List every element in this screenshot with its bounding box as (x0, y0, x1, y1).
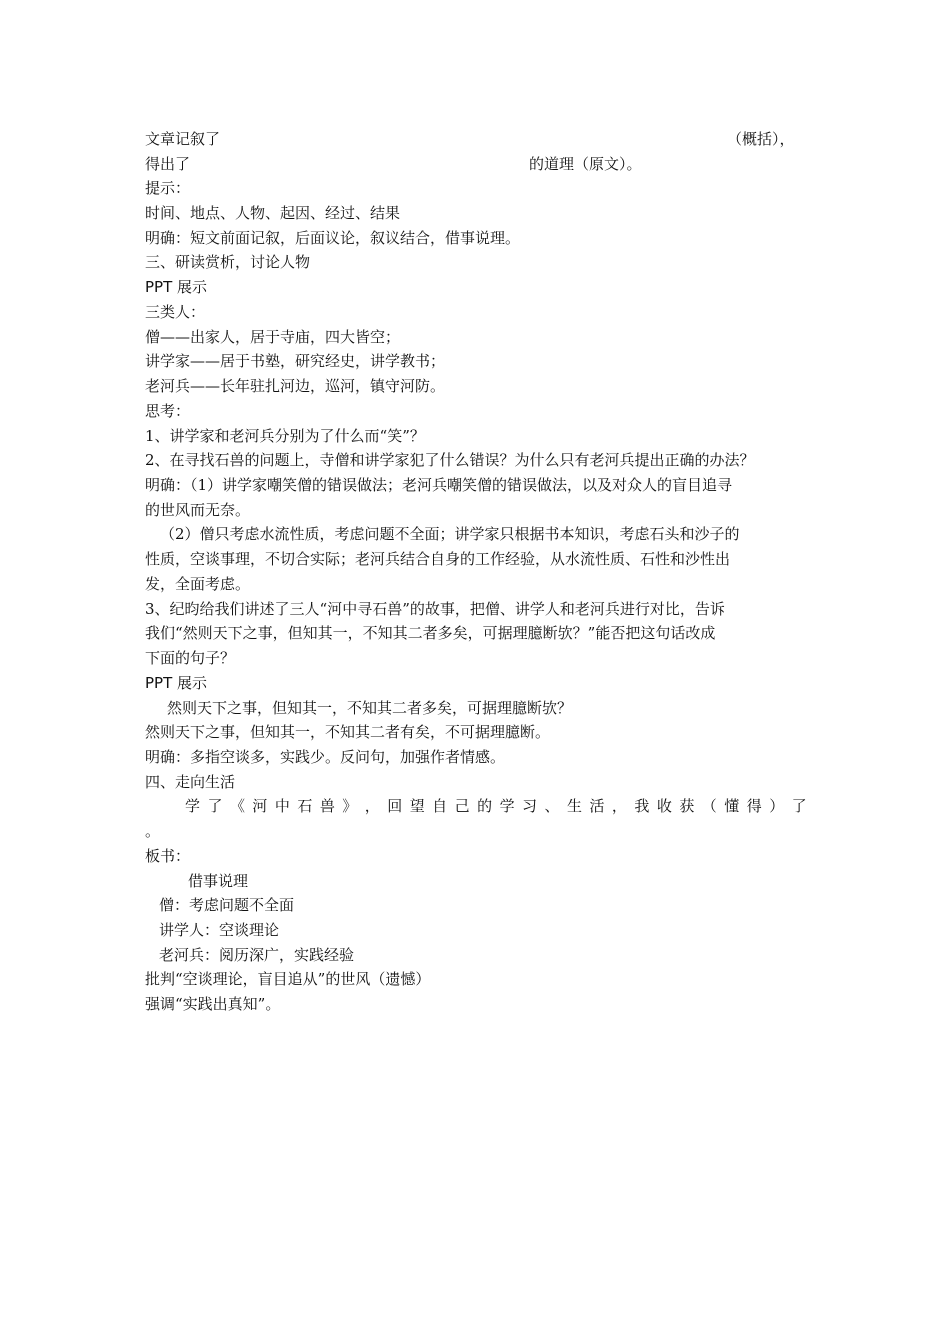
summary-prompt-right: （概括）， (727, 130, 795, 148)
life-reflection-prompt (185, 794, 807, 818)
life-reflection-end: 。 (145, 822, 161, 840)
clarify-rhetoric: 明确：多指空谈多，实践少。反问句，加强作者情感。 (145, 748, 506, 766)
question-two: 2、在寻找石兽的问题上，寺僧和讲学家犯了什么错误？为什么只有老河兵提出正确的办法？ (145, 451, 755, 469)
life-prompt-char: 我 (634, 797, 650, 815)
life-prompt-char: 获 (679, 797, 695, 815)
board-criticize: 批判“空谈理论，盲目追从”的世风（遗憾） (145, 970, 431, 988)
life-prompt-char: 得 (746, 797, 762, 815)
answer-two-line-2: 性质，空谈事理，不切合实际；老河兵结合自身的工作经验，从水流性质、石性和沙性出 (145, 550, 731, 568)
question-three-line-3: 下面的句子？ (145, 649, 236, 667)
board-label: 板书： (145, 847, 191, 865)
life-prompt-char: 生 (566, 797, 582, 815)
life-prompt-char: 的 (477, 797, 493, 815)
answer-one-line-2: 的世风而无奈。 (145, 501, 251, 519)
scholar-description: 讲学家——居于书塾，研究经史，讲学教书； (145, 352, 446, 370)
summary-prompt-left: 文章记叙了 (145, 130, 221, 148)
life-prompt-char: 己 (454, 797, 470, 815)
life-prompt-char: 习 (522, 797, 538, 815)
life-prompt-char: 活 (589, 797, 605, 815)
board-title: 借事说理 (188, 872, 249, 890)
board-monk: 僧：考虑问题不全面 (159, 896, 295, 914)
answer-one-line-1: 明确：（1）讲学家嘲笑僧的错误做法；老河兵嘲笑僧的错误做法，以及对众人的盲目追寻 (145, 476, 733, 494)
conclusion-prompt-left: 得出了 (145, 155, 191, 173)
question-three-line-2: 我们“然则天下之事，但知其一，不知其二者多矣，可据理臆断欤？”能否把这句话改成 (145, 624, 716, 642)
original-quote: 然则天下之事，但知其一，不知其二者多矣，可据理臆断欤？ (167, 699, 573, 717)
hint-text: 时间、地点、人物、起因、经过、结果 (145, 204, 401, 222)
three-types-label: 三类人： (145, 303, 206, 321)
life-prompt-char: 了 (791, 797, 807, 815)
life-prompt-char: ） (769, 797, 785, 815)
board-scholar: 讲学人：空谈理论 (159, 921, 280, 939)
section-four-heading: 四、走向生活 (145, 773, 236, 791)
hint-label: 提示： (145, 179, 191, 197)
board-soldier: 老河兵：阅历深广，实践经验 (159, 946, 355, 964)
rewritten-quote: 然则天下之事，但知其一，不知其二者有矣，不可据理臆断。 (145, 723, 551, 741)
board-emphasize: 强调“实践出真知”。 (145, 995, 281, 1013)
life-prompt-char: 了 (207, 797, 223, 815)
conclusion-prompt-right: 的道理（原文）。 (529, 155, 642, 173)
life-prompt-char: 学 (499, 797, 515, 815)
life-prompt-char: 《 (229, 797, 245, 815)
ppt-display-label-2: PPT 展示 (145, 674, 208, 692)
life-prompt-char: 懂 (724, 797, 740, 815)
life-prompt-char: 河 (252, 797, 268, 815)
think-label: 思考： (145, 402, 191, 420)
life-prompt-char: 、 (544, 797, 560, 815)
life-prompt-char: ， (364, 797, 380, 815)
life-prompt-char: 兽 (319, 797, 335, 815)
life-prompt-char: 中 (274, 797, 290, 815)
question-three-line-1: 3、纪昀给我们讲述了三人“河中寻石兽”的故事，把僧、讲学人和老河兵进行对比，告诉 (145, 600, 725, 618)
life-prompt-char: 收 (656, 797, 672, 815)
life-prompt-char: ， (611, 797, 627, 815)
life-prompt-char: 学 (185, 797, 201, 815)
life-prompt-char: 石 (297, 797, 313, 815)
life-prompt-char: （ (701, 797, 717, 815)
ppt-display-label: PPT 展示 (145, 278, 208, 296)
answer-two-line-3: 发，全面考虑。 (145, 575, 251, 593)
answer-two-line-1: （2）僧只考虑水流性质，考虑问题不全面；讲学家只根据书本知识，考虑石头和沙子的 (160, 525, 740, 543)
life-prompt-char: 》 (342, 797, 358, 815)
life-prompt-char: 望 (409, 797, 425, 815)
soldier-description: 老河兵——长年驻扎河边，巡河，镇守河防。 (145, 377, 446, 395)
monk-description: 僧——出家人，居于寺庙，四大皆空； (145, 328, 401, 346)
life-prompt-char: 回 (387, 797, 403, 815)
question-one: 1、讲学家和老河兵分别为了什么而“笑”？ (145, 427, 425, 445)
life-prompt-char: 自 (432, 797, 448, 815)
clarify-structure: 明确：短文前面记叙，后面议论，叙议结合，借事说理。 (145, 229, 521, 247)
section-three-heading: 三、研读赏析，讨论人物 (145, 253, 311, 271)
